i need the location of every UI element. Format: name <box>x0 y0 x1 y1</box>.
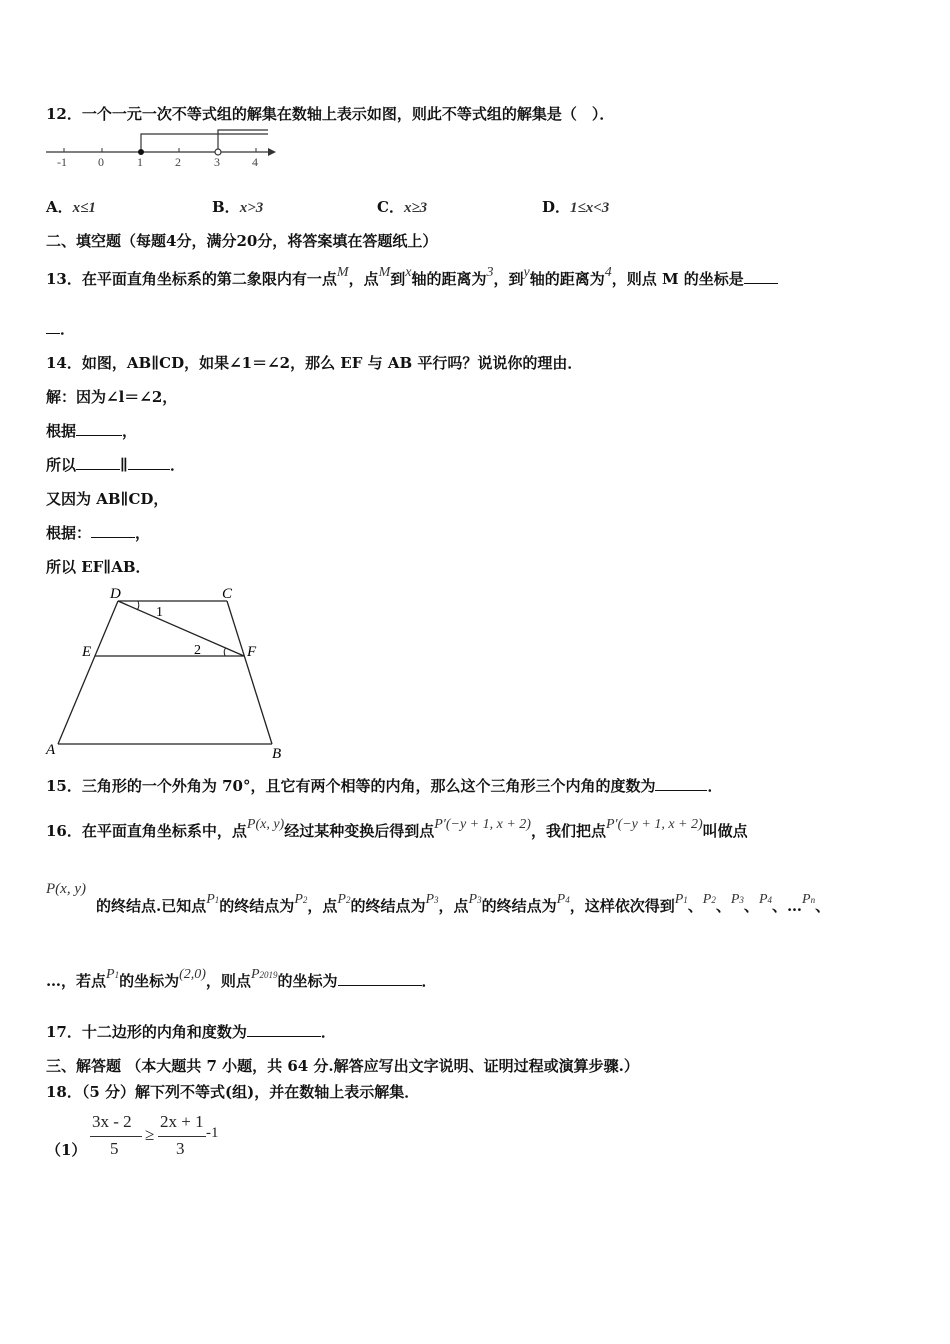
option-d: D．1≤x<3 <box>542 198 610 216</box>
question-14-stem: 14．如图，AB∥CD，如果∠1＝∠2，那么 EF 与 AB 平行吗？说说你的理由． <box>46 354 583 372</box>
section-2-heading: 二、填空题（每题4分，满分20分，将答案填在答题纸上） <box>46 232 438 250</box>
question-18: 18．（5 分）解下列不等式(组)，并在数轴上表示解集． <box>46 1083 420 1101</box>
solution-ray-2 <box>218 130 268 152</box>
option-c: C．x≥3 <box>377 198 428 216</box>
label-b: B <box>272 746 282 762</box>
number-line-arrow <box>268 148 276 156</box>
tick-label: -1 <box>57 155 67 169</box>
tick-label: 3 <box>214 155 220 169</box>
q14-step-1: 解：因为∠l＝∠2， <box>46 388 178 406</box>
q14-step-2: 根据 ， <box>46 422 138 440</box>
question-16-line-1: 16．在平面直角坐标系中，点P(x, y)经过某种变换后得到点P′(−y + 1, x + 2)，我们把点P′(−y + 1, x + 2)叫做点 <box>46 817 748 840</box>
option-a: A．x≤1 <box>46 198 96 216</box>
label-a: A <box>46 742 56 758</box>
question-16-line-2: P(x, y) 的终结点.已知点P1的终结点为P2，点P2的终结点为P3，点P3的终结点为P4，这样依次得到P1、P2、P3、P4、…Pn、 <box>46 881 831 915</box>
question-15: 15．三角形的一个外角为 70°，且它有两个相等的内角，那么这个三角形三个内角的度数为 ． <box>46 777 723 795</box>
number-line-ticks <box>64 148 256 152</box>
number-line-figure <box>40 128 280 172</box>
open-point <box>215 149 221 155</box>
label-d: D <box>110 586 121 602</box>
solution-ray-1 <box>141 134 268 152</box>
question-12-stem: 12．一个一元一次不等式组的解集在数轴上表示如图，则此不等式组的解集是（ ）． <box>46 105 615 123</box>
label-c: C <box>222 586 233 602</box>
q18-part-1-label: （1） <box>46 1141 87 1159</box>
question-13-continuation: ． <box>46 318 75 339</box>
question-13: 13．在平面直角坐标系的第二象限内有一点M，点M到x轴的距离为3，到y轴的距离为4，则点 M 的坐标是 <box>46 268 778 289</box>
label-e: E <box>82 644 92 660</box>
trapezoid-figure <box>42 582 302 764</box>
question-17: 17．十二边形的内角和度数为 ． <box>46 1023 336 1041</box>
label-angle-1: 1 <box>156 605 163 620</box>
inequality-1: 3x - 2 5 ≥ 2x + 1 3 -1 <box>92 1112 219 1158</box>
q14-step-4: 又因为 AB∥CD， <box>46 490 169 508</box>
tick-label: 1 <box>137 155 143 169</box>
tick-label: 0 <box>98 155 104 169</box>
question-16-line-3: …，若点P1的坐标为(2,0)，则点P2019的坐标为 ． <box>46 967 437 990</box>
q14-step-5: 根据： ， <box>46 524 151 542</box>
q14-step-6: 所以 EF∥AB． <box>46 558 151 576</box>
section-3-heading: 三、解答题 （本大题共 7 小题，共 64 分.解答应写出文字说明、证明过程或演算步骤.） <box>46 1057 639 1075</box>
label-f: F <box>247 644 257 660</box>
tick-label: 2 <box>175 155 181 169</box>
closed-point <box>138 149 144 155</box>
q14-step-3: 所以 ∥ ． <box>46 456 185 474</box>
tick-label: 4 <box>252 155 258 169</box>
label-angle-2: 2 <box>194 643 201 658</box>
option-b: B．x>3 <box>212 198 264 216</box>
